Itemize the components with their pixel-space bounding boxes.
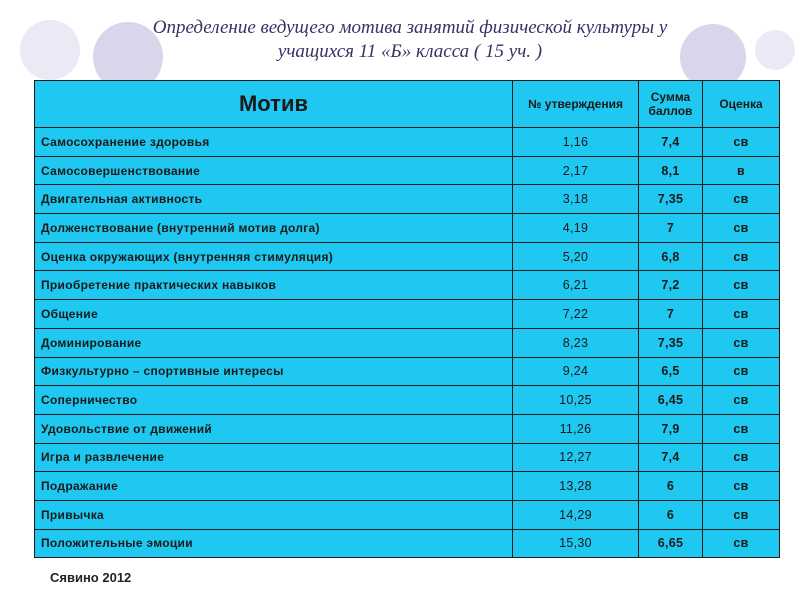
- cell-statement-no: 11,26: [513, 414, 639, 443]
- cell-statement-no: 2,17: [513, 156, 639, 185]
- cell-statement-no: 8,23: [513, 328, 639, 357]
- decorative-circle: [755, 30, 795, 70]
- header-rating: Оценка: [703, 81, 780, 128]
- header-statement-no: № утверждения: [513, 81, 639, 128]
- cell-motive: Оценка окружающих (внутренняя стимуляция): [35, 242, 513, 271]
- table-row: [35, 529, 780, 558]
- cell-motive: Приобретение практических навыков: [35, 271, 513, 300]
- cell-score-sum: 6: [639, 500, 703, 529]
- table-header-row: [35, 81, 780, 128]
- table-row: [35, 472, 780, 501]
- title-line-1: Определение ведущего мотива занятий физической культуры у: [152, 17, 668, 38]
- cell-rating: св: [703, 271, 780, 300]
- table-row: [35, 300, 780, 329]
- cell-motive: Двигательная активность: [35, 185, 513, 214]
- cell-rating: св: [703, 242, 780, 271]
- cell-rating: св: [703, 328, 780, 357]
- cell-statement-no: 4,19: [513, 214, 639, 243]
- cell-motive: Общение: [35, 300, 513, 329]
- decorative-circle: [20, 20, 80, 80]
- cell-score-sum: 6,65: [639, 529, 703, 558]
- cell-score-sum: 7,2: [639, 271, 703, 300]
- table-row: [35, 500, 780, 529]
- cell-motive: Долженствование (внутренний мотив долга): [35, 214, 513, 243]
- table-row: [35, 185, 780, 214]
- motives-table: [34, 80, 780, 558]
- cell-motive: Доминирование: [35, 328, 513, 357]
- header-score-sum: Сумма баллов: [639, 81, 703, 128]
- cell-rating: св: [703, 386, 780, 415]
- footer-caption: Сявино 2012: [50, 570, 132, 585]
- table-row: [35, 357, 780, 386]
- cell-statement-no: 14,29: [513, 500, 639, 529]
- table-row: [35, 386, 780, 415]
- cell-score-sum: 6,8: [639, 242, 703, 271]
- table-row: [35, 156, 780, 185]
- cell-motive: Соперничество: [35, 386, 513, 415]
- table-row: [35, 328, 780, 357]
- cell-rating: св: [703, 300, 780, 329]
- cell-statement-no: 3,18: [513, 185, 639, 214]
- cell-statement-no: 15,30: [513, 529, 639, 558]
- cell-statement-no: 12,27: [513, 443, 639, 472]
- cell-rating: св: [703, 128, 780, 157]
- cell-statement-no: 5,20: [513, 242, 639, 271]
- cell-motive: Самосохранение здоровья: [35, 128, 513, 157]
- cell-score-sum: 8,1: [639, 156, 703, 185]
- cell-score-sum: 7,35: [639, 328, 703, 357]
- cell-rating: св: [703, 529, 780, 558]
- cell-score-sum: 6: [639, 472, 703, 501]
- cell-statement-no: 13,28: [513, 472, 639, 501]
- cell-motive: Подражание: [35, 472, 513, 501]
- cell-statement-no: 1,16: [513, 128, 639, 157]
- cell-motive: Удовольствие от движений: [35, 414, 513, 443]
- table-body: [35, 128, 780, 558]
- table-row: [35, 271, 780, 300]
- cell-rating: св: [703, 472, 780, 501]
- cell-statement-no: 7,22: [513, 300, 639, 329]
- table-row: [35, 128, 780, 157]
- page-title: [100, 16, 720, 64]
- cell-rating: св: [703, 185, 780, 214]
- cell-motive: Самосовершенствование: [35, 156, 513, 185]
- cell-score-sum: 6,5: [639, 357, 703, 386]
- cell-rating: св: [703, 500, 780, 529]
- cell-score-sum: 7,4: [639, 128, 703, 157]
- header-motive: Мотив: [35, 81, 513, 128]
- cell-score-sum: 7,35: [639, 185, 703, 214]
- cell-score-sum: 7: [639, 300, 703, 329]
- cell-rating: св: [703, 214, 780, 243]
- cell-score-sum: 7,4: [639, 443, 703, 472]
- title-line-2: учащихся 11 «Б» класса ( 15 уч. ): [277, 41, 543, 62]
- cell-rating: в: [703, 156, 780, 185]
- cell-score-sum: 7,9: [639, 414, 703, 443]
- cell-rating: св: [703, 443, 780, 472]
- cell-statement-no: 6,21: [513, 271, 639, 300]
- cell-motive: Игра и развлечение: [35, 443, 513, 472]
- table-row: [35, 414, 780, 443]
- cell-motive: Физкультурно – спортивные интересы: [35, 357, 513, 386]
- cell-score-sum: 6,45: [639, 386, 703, 415]
- cell-statement-no: 9,24: [513, 357, 639, 386]
- table-row: [35, 214, 780, 243]
- cell-motive: Привычка: [35, 500, 513, 529]
- table-row: [35, 242, 780, 271]
- cell-rating: св: [703, 414, 780, 443]
- cell-score-sum: 7: [639, 214, 703, 243]
- cell-statement-no: 10,25: [513, 386, 639, 415]
- cell-rating: св: [703, 357, 780, 386]
- cell-motive: Положительные эмоции: [35, 529, 513, 558]
- table-row: [35, 443, 780, 472]
